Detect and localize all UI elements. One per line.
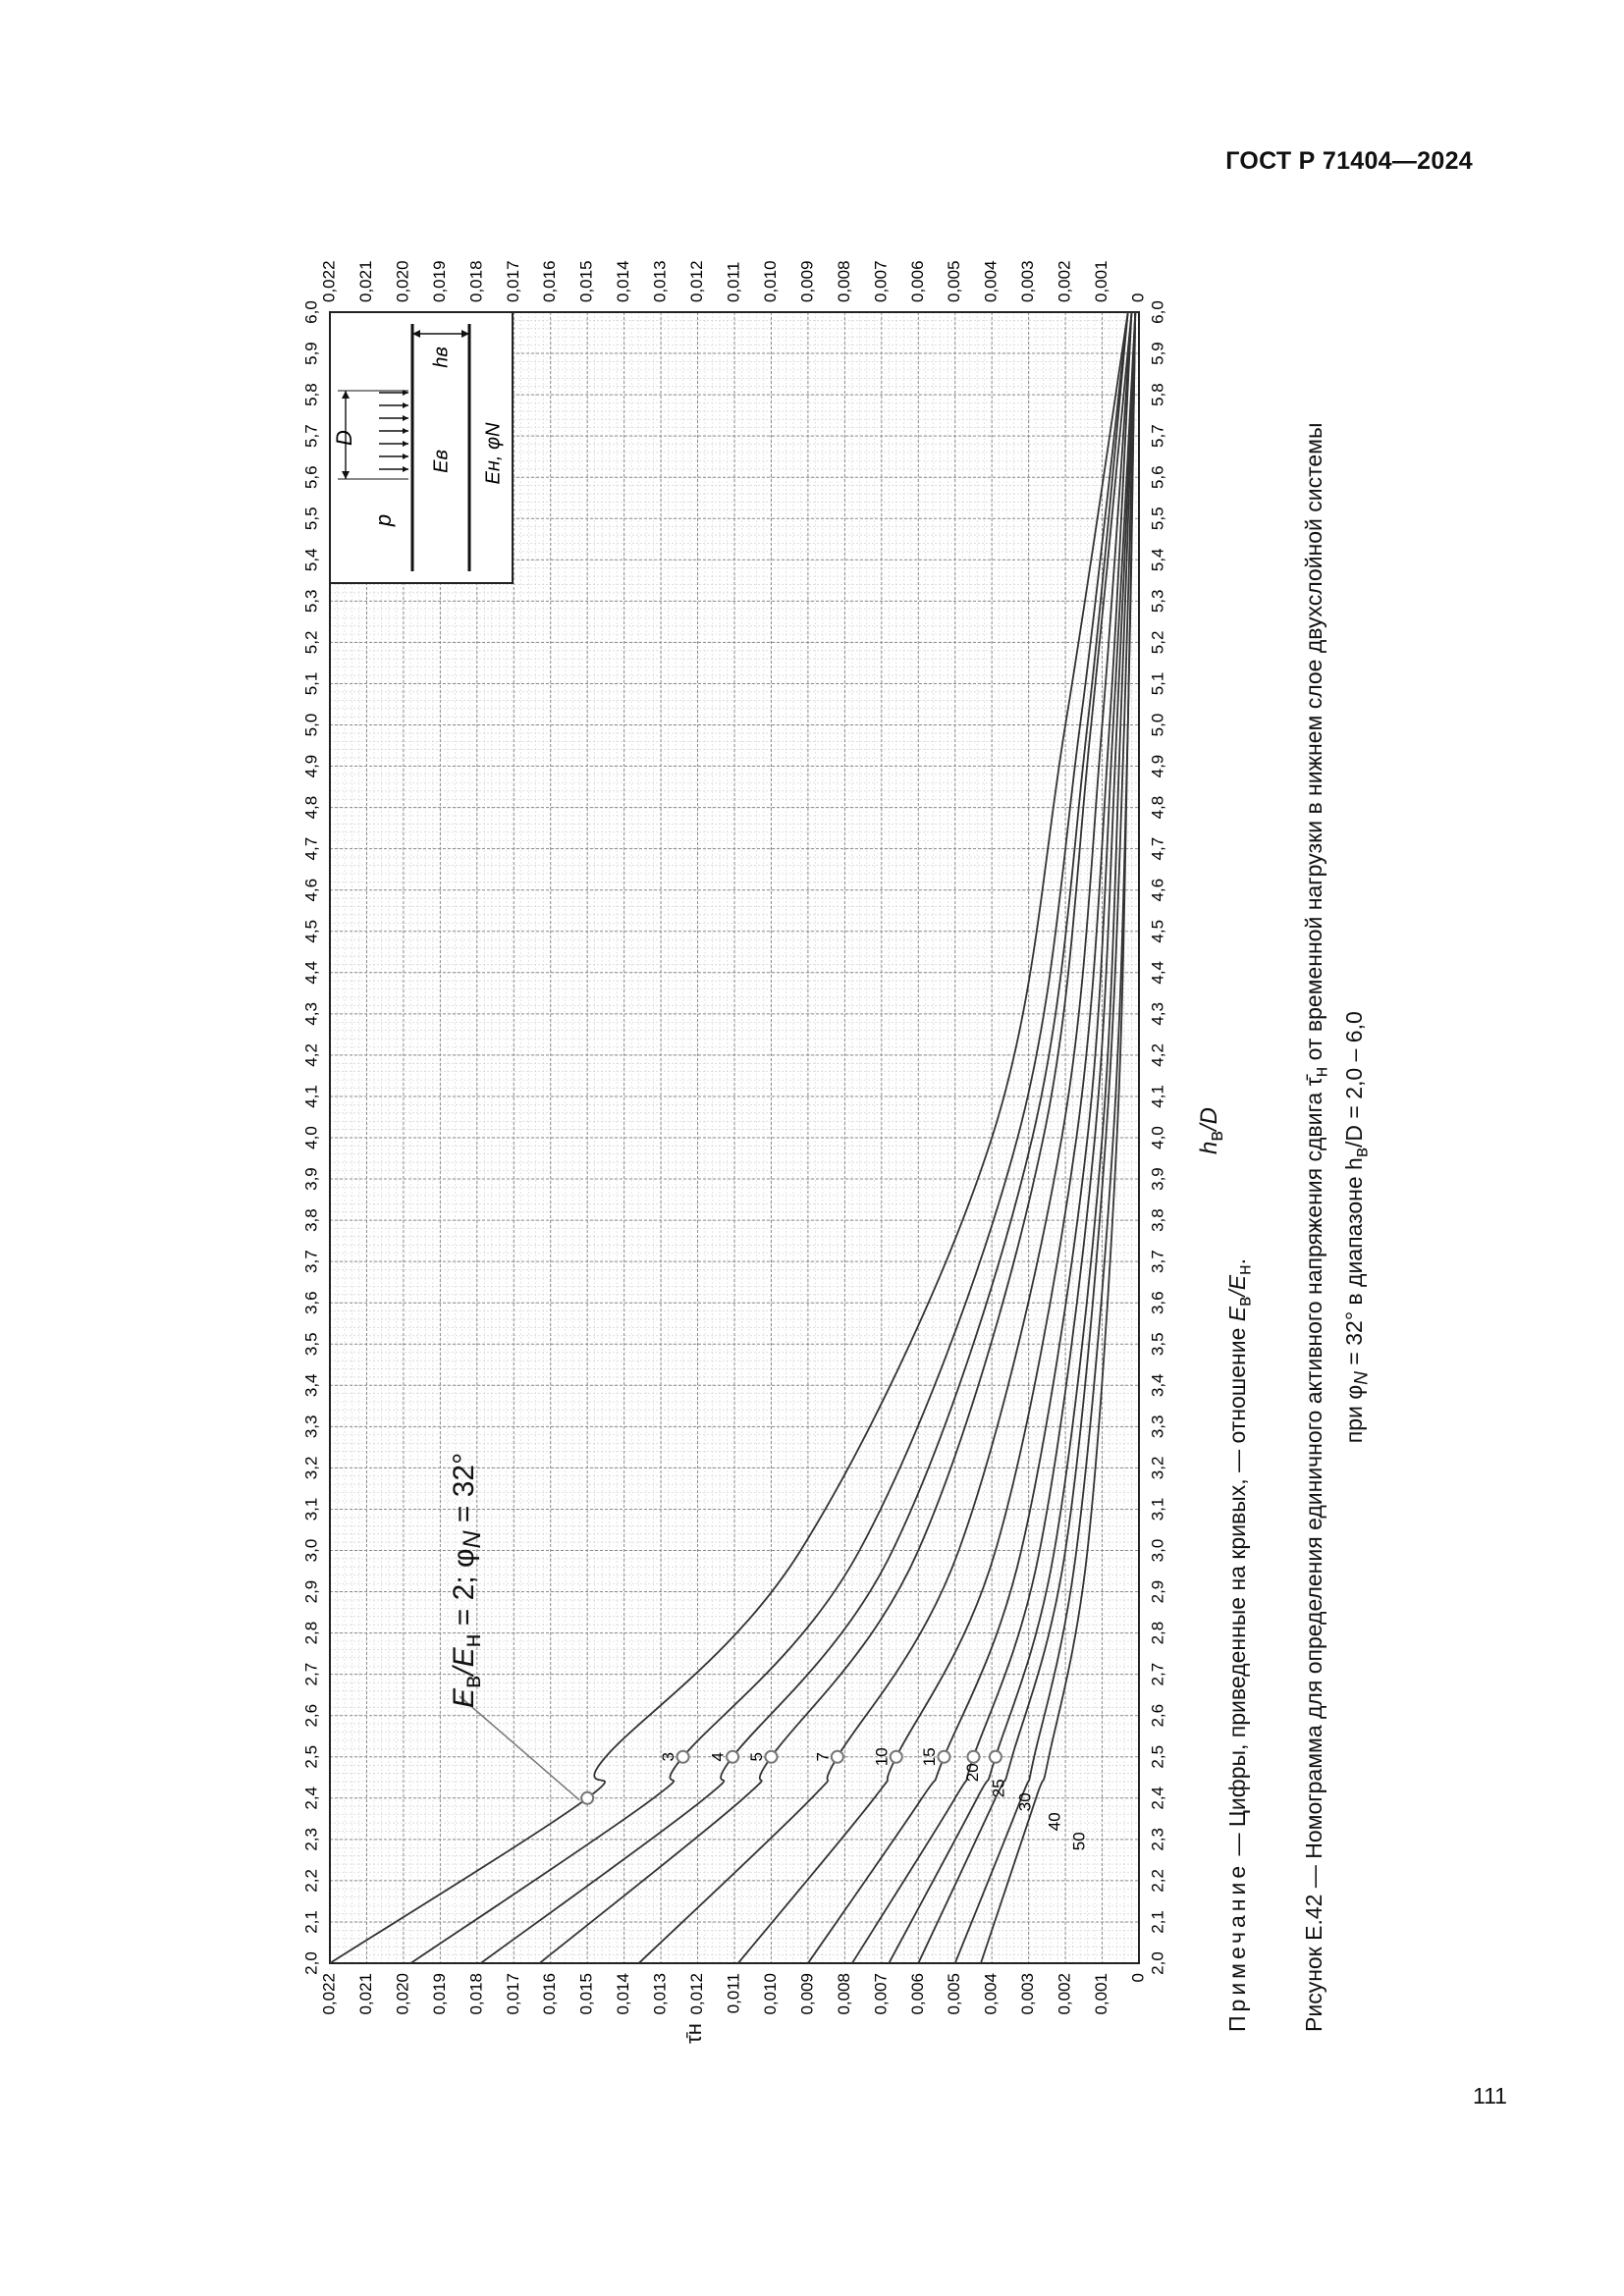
y-tick-label-right: 0,003 [1018,260,1038,302]
x-tick-label-bottom: 2,3 [1148,1828,1167,1851]
x-tick-label-bottom: 5,3 [1148,589,1167,614]
x-tick-label-bottom: 5,4 [1148,548,1167,572]
y-tick-label-right: 0,014 [614,260,633,302]
x-tick-label-top: 5,7 [301,424,321,448]
curve-label-3: 3 [659,1752,678,1762]
point-marker-15 [938,1751,949,1763]
x-tick-label-bottom: 4,7 [1148,836,1167,861]
x-tick-label-bottom: 4,6 [1148,878,1167,902]
y-tick-label-right: 0,005 [945,260,964,302]
y-tick-label-left: 0,020 [393,1973,412,2015]
x-tick-label-bottom: 3,6 [1148,1291,1167,1315]
x-tick-label-top: 2,4 [301,1786,321,1810]
y-tick-label-left: 0,017 [503,1973,522,2015]
x-axis-label: $h_в/D$ [1196,1107,1227,1154]
y-tick-label-left: 0,010 [760,1973,780,2015]
y-tick-label-left: 0,021 [355,1973,375,2015]
x-tick-label-top: 5,9 [301,342,321,365]
x-tick-label-top: 3,0 [301,1538,321,1563]
inset-thickness-label: hв [430,347,453,368]
x-tick-label-bottom: 3,2 [1148,1456,1167,1480]
x-tick-label-bottom: 4,1 [1148,1085,1167,1108]
x-tick-label-top: 4,2 [301,1043,321,1067]
anno-mid: /E [448,1647,480,1676]
x-tick-label-bottom: 4,4 [1148,960,1167,985]
y-tick-label-right: 0,008 [834,260,853,302]
y-axis-label [681,2023,707,2044]
y-tick-label-left: 0,006 [907,1973,927,2015]
x-tick-label-top: 2,2 [301,1869,321,1893]
x-tick-label-top: 3,9 [301,1167,321,1191]
ylabel-text: τ̄н [681,2023,706,2044]
x-tick-label-top: 3,7 [301,1250,321,1273]
y-tick-label-left: 0,007 [871,1973,891,2015]
x-tick-label-bottom: 3,8 [1148,1208,1167,1232]
x-tick-label-bottom: 3,7 [1148,1250,1167,1273]
y-tick-label-right: 0,010 [760,260,780,302]
caption-line1 [1298,422,1338,2032]
y-tick-label-left: 0,018 [466,1973,486,2015]
x-tick-label-bottom: 4,0 [1148,1126,1167,1149]
anno-sub1: в [459,1675,486,1688]
x-tick-label-bottom: 5,2 [1148,630,1167,655]
point-marker-25 [990,1751,1001,1763]
anno-rest: = 2; φ [448,1548,480,1634]
x-tick-label-bottom: 3,4 [1148,1373,1167,1398]
y-tick-label-right: 0 [1128,293,1148,302]
inset-upper-layer-label: Eв [430,450,453,473]
inset-diameter-label: D [331,430,356,446]
point-marker-2 [581,1792,593,1804]
y-tick-label-left: 0,015 [576,1973,596,2015]
y-tick-label-right: 0,019 [429,260,449,302]
curve-label-10: 10 [872,1747,892,1767]
x-tick-label-top: 4,9 [301,754,321,778]
y-tick-label-right: 0,016 [540,260,560,302]
point-marker-4 [727,1751,738,1763]
x-tick-label-bottom: 3,3 [1148,1415,1167,1439]
y-tick-label-left: 0,022 [319,1973,339,2015]
point-marker-10 [891,1751,902,1763]
x-tick-label-bottom: 5,9 [1148,342,1167,365]
x-tick-label-top: 5,5 [301,507,321,531]
caption-line2-mid: = 32° в диапазоне h [1340,1157,1367,1371]
x-tick-label-top: 5,8 [301,383,321,406]
y-tick-label-left: 0,002 [1055,1973,1074,2015]
inset-lower-layer-label: Eн, φN [482,422,505,485]
x-tick-label-bottom: 2,1 [1148,1910,1167,1934]
x-tick-label-bottom: 4,9 [1148,754,1167,778]
caption-tau-sub: н [1311,1066,1332,1078]
y-tick-label-left: 0,019 [429,1973,449,2015]
y-tick-label-right: 0,011 [724,261,743,302]
x-tick-label-top: 2,8 [301,1621,321,1645]
x-tick-label-bottom: 2,7 [1148,1662,1167,1686]
curve-label-40: 40 [1045,1812,1064,1832]
y-tick-label-left: 0,012 [687,1973,707,2015]
x-tick-label-top: 5,4 [301,548,321,572]
note-ratio-sep: /E [1224,1274,1250,1297]
x-tick-label-top: 4,5 [301,919,321,943]
x-tick-label-bottom: 5,8 [1148,383,1167,406]
x-tick-label-bottom: 4,2 [1148,1043,1167,1067]
note-ratio-sub2: н [1234,1264,1256,1275]
x-tick-label-top: 2,9 [301,1579,321,1604]
y-tick-label-right: 0,007 [871,260,891,302]
x-tick-label-bottom: 5,6 [1148,465,1167,490]
x-tick-label-top: 5,6 [301,465,321,490]
page-number: 111 [1473,2083,1507,2109]
x-tick-label-top: 2,0 [301,1951,321,1975]
x-tick-label-bottom: 3,1 [1148,1497,1167,1522]
x-tick-label-top: 4,8 [301,795,321,820]
x-tick-label-bottom: 4,8 [1148,795,1167,820]
note-label: Примечание [1224,1861,1250,2032]
x-tick-label-top: 3,4 [301,1373,321,1398]
y-tick-label-left: 0,004 [981,1973,1001,2015]
x-tick-label-top: 3,3 [301,1415,321,1439]
y-tick-label-right: 0,018 [466,260,486,302]
anno-e1: E [448,1687,480,1708]
point-marker-3 [677,1751,689,1763]
y-tick-label-right: 0,017 [503,260,522,302]
x-tick-label-top: 3,8 [301,1208,321,1232]
inset-schematic [330,312,513,583]
x-tick-label-bottom: 3,0 [1148,1538,1167,1563]
y-tick-label-right: 0,002 [1055,260,1074,302]
anno-sub2: н [459,1633,486,1648]
x-tick-label-bottom: 2,4 [1148,1786,1167,1810]
figure-caption [1298,422,1378,2032]
caption-line2-sub: N [1351,1370,1373,1385]
xlabel-sub: в [1205,1131,1227,1142]
anno-end: = 32° [448,1452,480,1531]
x-tick-label-bottom: 6,0 [1148,300,1167,324]
caption-line2 [1338,422,1379,2032]
x-tick-label-top: 2,1 [301,1910,321,1934]
y-tick-label-right: 0,009 [797,260,817,302]
y-tick-label-left: 0,009 [797,1973,817,2015]
caption-line2-end: /D = 2,0 – 6,0 [1340,1011,1367,1148]
annotation-leader-line [460,1696,579,1800]
anno-sub3: N [459,1530,486,1549]
x-tick-label-top: 6,0 [301,300,321,324]
x-tick-label-bottom: 2,8 [1148,1621,1167,1645]
figure-note [1221,1258,1262,2032]
x-tick-label-bottom: 2,2 [1148,1869,1167,1893]
y-tick-label-right: 0,013 [650,260,670,302]
y-tick-label-right: 0,001 [1092,260,1111,302]
x-tick-label-top: 3,1 [301,1497,321,1522]
x-tick-label-bottom: 5,0 [1148,713,1167,737]
y-tick-label-left: 0,013 [650,1973,670,2015]
curve-label-7: 7 [813,1752,833,1762]
x-tick-label-top: 2,3 [301,1828,321,1851]
x-tick-label-bottom: 5,5 [1148,507,1167,531]
note-text: — Цифры, приведенные на кривых, — отношение [1224,1321,1250,1862]
x-tick-label-bottom: 4,5 [1148,919,1167,943]
x-tick-label-bottom: 5,7 [1148,424,1167,448]
y-tick-label-left: 0,011 [724,1973,743,2014]
y-tick-label-right: 0,006 [907,260,927,302]
x-tick-label-top: 5,3 [301,589,321,614]
point-marker-20 [967,1751,979,1763]
note-ratio-end: . [1224,1257,1250,1265]
y-tick-label-right: 0,020 [393,260,412,302]
curve-label-4: 4 [708,1752,728,1762]
document-header: ГОСТ Р 71404—2024 [1225,147,1473,175]
curve-label-20: 20 [962,1763,982,1783]
y-tick-label-left: 0 [1128,1973,1148,1983]
x-tick-label-bottom: 2,5 [1148,1744,1167,1769]
note-ratio-e1: E [1224,1306,1250,1322]
caption-tau: τ̄ [1301,1077,1326,1087]
x-tick-label-top: 3,2 [301,1456,321,1480]
y-tick-label-left: 0,003 [1018,1973,1038,2015]
caption-line2-sub2: в [1351,1147,1373,1158]
x-tick-label-bottom: 2,6 [1148,1703,1167,1728]
y-tick-label-left: 0,016 [540,1973,560,2015]
curve-label-5: 5 [746,1752,766,1762]
y-tick-label-left: 0,014 [614,1973,633,2015]
x-tick-label-bottom: 2,0 [1148,1951,1167,1975]
y-tick-label-right: 0,012 [687,260,707,302]
x-tick-label-top: 3,5 [301,1332,321,1357]
x-tick-label-top: 5,2 [301,630,321,655]
y-tick-label-left: 0,001 [1092,1973,1111,2015]
x-tick-label-bottom: 2,9 [1148,1579,1167,1604]
inset-load-label: p [370,513,396,527]
point-marker-7 [832,1751,843,1763]
y-tick-label-left: 0,008 [834,1973,853,2015]
x-tick-label-top: 2,6 [301,1703,321,1728]
x-tick-label-top: 4,1 [301,1085,321,1108]
y-tick-label-right: 0,022 [319,260,339,302]
caption-line1-main: Рисунок Е.42 — Номограмма для определения единичного активного напряжения сдвига [1301,1086,1326,2032]
note-ratio-sub1: в [1234,1296,1256,1307]
x-tick-label-bottom: 3,9 [1148,1167,1167,1191]
x-tick-label-top: 2,5 [301,1744,321,1769]
x-tick-label-top: 4,4 [301,960,321,985]
y-tick-label-left: 0,005 [945,1973,964,2015]
curve-label-25: 25 [989,1779,1008,1798]
x-tick-label-top: 2,7 [301,1662,321,1686]
x-tick-label-bottom: 3,5 [1148,1332,1167,1357]
curve-annotation [448,1453,487,1708]
curve-label-30: 30 [1015,1792,1035,1812]
y-tick-label-right: 0,015 [576,260,596,302]
y-tick-label-right: 0,021 [355,260,375,302]
curve-label-15: 15 [919,1747,939,1767]
x-tick-label-top: 4,3 [301,1002,321,1026]
caption-line2-pre: при φ [1340,1384,1367,1444]
point-marker-5 [765,1751,777,1763]
x-tick-label-top: 5,0 [301,713,321,737]
x-tick-label-top: 4,6 [301,878,321,902]
x-tick-label-top: 3,6 [301,1291,321,1315]
x-tick-label-top: 4,0 [301,1126,321,1149]
x-tick-label-bottom: 4,3 [1148,1002,1167,1026]
x-tick-label-top: 5,1 [301,671,321,696]
x-tick-label-top: 4,7 [301,836,321,861]
caption-line1-end: от временной нагрузки в нижнем слое двухслойной системы [1301,422,1326,1067]
y-tick-label-right: 0,004 [981,260,1001,302]
curve-label-50: 50 [1069,1832,1089,1851]
x-tick-label-bottom: 5,1 [1148,671,1167,696]
